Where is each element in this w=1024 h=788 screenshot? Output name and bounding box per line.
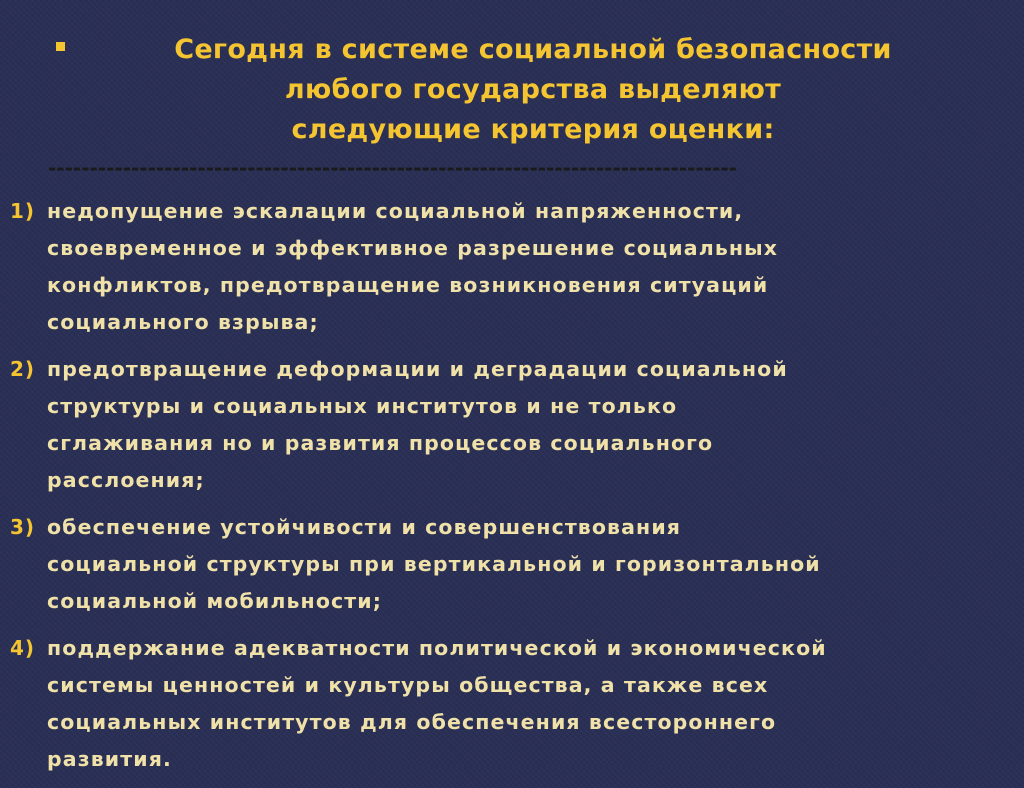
title-line: любого государства выделяют <box>284 74 782 105</box>
item-text-line: развития. <box>47 747 172 771</box>
square-bullet-icon <box>56 42 65 51</box>
item-number: 1) <box>10 199 36 223</box>
item-text-line: сглаживания но и развития процессов социального <box>47 431 714 455</box>
item-text-line: конфликтов, предотвращение возникновения ситуаций <box>47 273 769 297</box>
item-text-line: обеспечение устойчивости и совершенствования <box>47 515 682 539</box>
item-text-line: расслоения; <box>47 468 205 492</box>
list-item <box>10 351 1015 499</box>
criteria-list <box>10 193 1015 788</box>
item-number: 4) <box>10 636 36 660</box>
title-line: следующие критерия оценки: <box>291 114 775 145</box>
item-number: 3) <box>10 515 36 539</box>
item-text-line: социального взрыва; <box>47 310 319 334</box>
item-text-line: своевременное и эффективное разрешение социальных <box>47 236 779 260</box>
list-item <box>10 193 1015 341</box>
list-item <box>10 509 1015 620</box>
item-text-line: системы ценностей и культуры общества, а также всех <box>47 673 769 697</box>
item-text-line: поддержание адекватности политической и экономической <box>47 636 827 660</box>
item-text-line: социальной мобильности; <box>47 589 382 613</box>
item-text-line: структуры и социальных институтов и не только <box>47 394 678 418</box>
dashed-divider: ----------------------------------------------------------------------------------- <box>48 156 737 180</box>
list-item <box>10 630 1015 778</box>
item-text-line: социальной структуры при вертикальной и горизонтальной <box>47 552 821 576</box>
item-text-line: недопущение эскалации социальной напряженности, <box>47 199 744 223</box>
title-block <box>56 30 996 150</box>
slide-title <box>56 30 996 150</box>
item-text-line: предотвращение деформации и деградации социальной <box>47 357 788 381</box>
item-number: 2) <box>10 357 36 381</box>
title-line: Сегодня в системе социальной безопасности <box>174 34 892 65</box>
item-text-line: социальных институтов для обеспечения всестороннего <box>47 710 777 734</box>
